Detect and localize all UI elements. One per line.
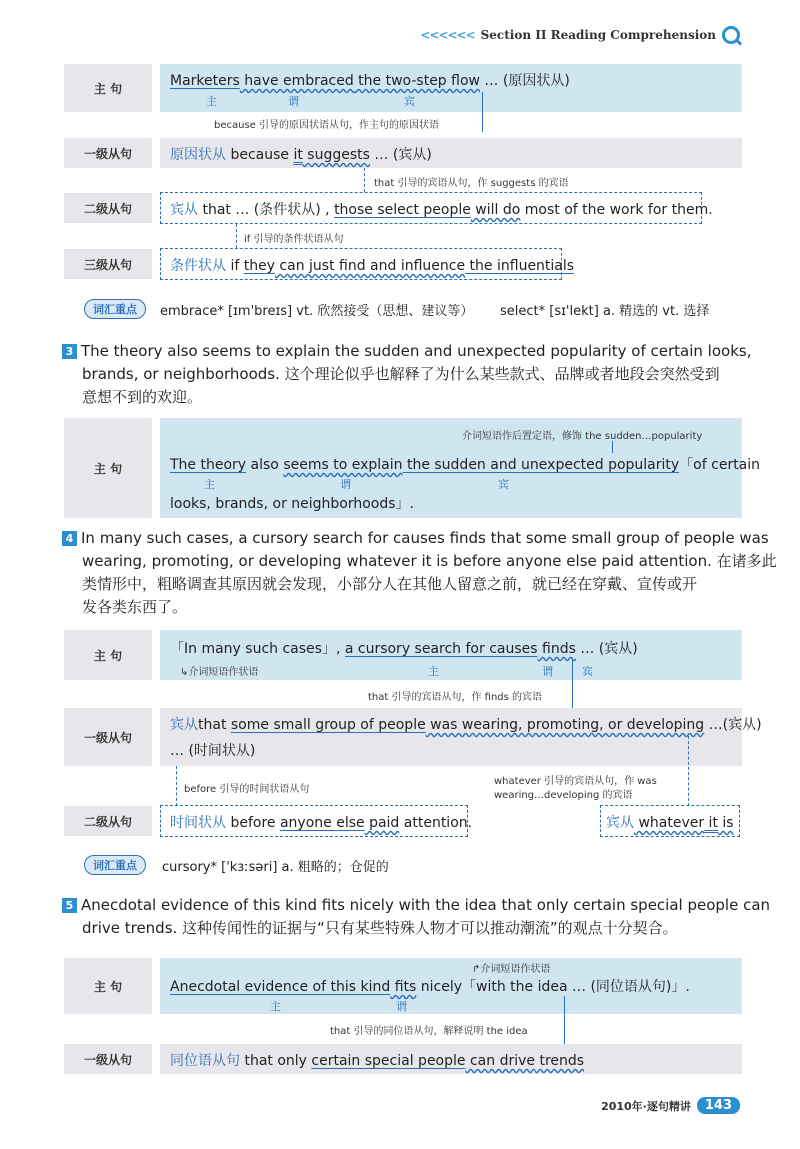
main-clause-sentence xyxy=(170,638,638,658)
text: nicely「with the idea … (同位语从句)」. xyxy=(416,979,690,995)
paragraph-line: wearing, promoting, or developing whatever it is before anyone else paid attention. 在诸多此 xyxy=(82,552,777,570)
paragraph-number: 4 xyxy=(62,531,77,546)
paragraph-line: 意想不到的欢迎。 xyxy=(82,388,203,406)
connector-line xyxy=(572,660,573,708)
label-level3: 三级从句 xyxy=(64,249,152,279)
annotation-if: if 引导的条件状语从句 xyxy=(244,234,344,245)
role-predicate: 谓 xyxy=(542,665,553,678)
paragraph-number: 5 xyxy=(62,898,77,913)
predicate: can drive xyxy=(465,1053,535,1069)
predicate: seems to explain xyxy=(283,457,403,473)
label-level2: 二级从句 xyxy=(64,193,152,223)
clause-hint: … (宾从) xyxy=(369,147,432,163)
predicate: was wearing, promoting, or developing xyxy=(425,717,705,733)
subject: a cursory search for causes xyxy=(344,641,538,657)
level2-sentence-whatever xyxy=(606,812,734,832)
page-number: 143 xyxy=(697,1097,740,1114)
role-object: 宾 xyxy=(582,665,593,678)
level3-sentence xyxy=(170,255,574,275)
object: trends xyxy=(535,1053,585,1069)
section-title: Section II Reading Comprehension xyxy=(480,28,716,42)
text: also xyxy=(246,457,284,473)
text: attention. xyxy=(399,815,473,831)
subject: anyone else xyxy=(279,815,365,831)
paragraph-line: brands, or neighborhoods. 这个理论似乎也解释了为什么某些款式、品牌或者地段会突然受到 xyxy=(82,365,720,383)
text: that xyxy=(198,717,231,733)
label-level1: 一级从句 xyxy=(64,1044,152,1074)
footer-text: 2010年·逐句精讲 xyxy=(601,1099,691,1113)
object: whatever xyxy=(634,815,705,831)
subject: Anecdotal evidence of this kind xyxy=(170,979,391,995)
label-main-clause: 主 句 xyxy=(64,958,152,1014)
annotation-whatever-1: whatever 引导的宾语从句，作 was xyxy=(494,776,657,787)
text: that only xyxy=(240,1053,312,1069)
text: before xyxy=(226,815,280,831)
connector-dash xyxy=(364,168,365,192)
text: that … (条件状从) , xyxy=(198,202,335,218)
clause-tag: 宾从 xyxy=(606,815,634,831)
clause-tag: 条件状从 xyxy=(170,258,226,274)
text: 介词短语作状语 xyxy=(480,964,551,975)
level2-sentence xyxy=(170,199,713,219)
label-level2: 二级从句 xyxy=(64,806,152,836)
vocab-embrace: embrace* [ɪm'breɪs] vt. 欣然接受（思想、建议等） xyxy=(160,304,474,319)
connector-dash xyxy=(688,736,689,806)
subject: The theory xyxy=(170,457,247,473)
paragraph-line: 类情形中，粗略调查其原因就会发现，小部分人在其他人留意之前，就已经在穿戴、宣传或开 xyxy=(82,575,698,593)
annotation-postmodifier: 介词短语作后置定语，修饰 the sudden…popularity xyxy=(462,431,703,442)
subject: certain special people xyxy=(311,1053,466,1069)
text: most of the work for them. xyxy=(520,202,713,218)
connector-line xyxy=(564,996,565,1044)
text: 「In many such cases」, xyxy=(170,641,345,657)
clause-hint: … (原因状从) xyxy=(479,73,570,89)
text: 「of certain xyxy=(679,457,761,473)
paragraph-3 xyxy=(62,340,752,409)
connector-line xyxy=(612,441,613,453)
role-subject: 主 xyxy=(204,478,215,491)
role-subject: 主 xyxy=(428,665,439,678)
level1-continuation: … (时间状从) xyxy=(170,743,256,759)
clause-tag: 时间状从 xyxy=(170,815,226,831)
annotation-because: because 引导的原因状语从句，作主句的原因状语 xyxy=(214,120,440,131)
clause-tag: 原因状从 xyxy=(170,147,226,163)
paragraph-line: In many such cases, a cursory search for causes finds that some small group of people was xyxy=(81,529,769,547)
annotation-whatever-2: wearing…developing 的宾语 xyxy=(494,790,633,801)
predicate: have embraced xyxy=(239,73,354,89)
subject: it xyxy=(704,815,718,831)
role-object: 宾 xyxy=(404,95,415,108)
text: because xyxy=(226,147,294,163)
annotation-that: that 引导的宾语从句，作 finds 的宾语 xyxy=(368,692,543,703)
object: the two-step flow xyxy=(353,73,480,89)
subject: they xyxy=(243,258,275,274)
paragraph-number: 3 xyxy=(62,344,77,359)
subject: some small group of people xyxy=(230,717,426,733)
level1-sentence xyxy=(170,1050,584,1070)
annotation-pp-adverbial: ↱介词短语作状语 xyxy=(472,964,551,975)
label-level1: 一级从句 xyxy=(64,138,152,168)
object: the influentials xyxy=(465,258,575,274)
connector-dash xyxy=(176,766,177,806)
section-header xyxy=(420,26,740,44)
annotation-that: that 引导的宾语从句，作 suggests 的宾语 xyxy=(374,178,569,189)
connector-dash xyxy=(236,224,237,248)
text: 介词短语作状语 xyxy=(188,667,259,678)
level1-sentence xyxy=(170,144,432,164)
predicate: paid xyxy=(364,815,400,831)
label-main-clause: 主 句 xyxy=(64,630,152,680)
predicate: is xyxy=(717,815,734,831)
paragraph-line: The theory also seems to explain the sudden and unexpected popularity of certain looks, xyxy=(81,342,752,360)
role-object: 宾 xyxy=(498,478,509,491)
predicate: suggests xyxy=(302,147,370,163)
paragraph-line: drive trends. 这种传闻性的证据与“只有某些特殊人物才可以推动潮流”的观点十分契合。 xyxy=(82,919,678,937)
paragraph-line: 发各类东西了。 xyxy=(82,598,188,616)
main-clause-sentence xyxy=(170,454,760,474)
label-level1: 一级从句 xyxy=(64,708,152,766)
clause-hint: …(宾从) xyxy=(704,717,762,733)
annotation-appositive: that 引导的同位语从句，解释说明 the idea xyxy=(330,1026,528,1037)
predicate: will do xyxy=(470,202,521,218)
vocab-cursory: cursory* ['kɜːsəri] a. 粗略的；仓促的 xyxy=(162,860,389,875)
paragraph-4 xyxy=(62,527,777,619)
page-footer xyxy=(601,1097,740,1114)
paragraph-5 xyxy=(62,894,771,940)
clause-tag: 宾从 xyxy=(170,202,198,218)
role-subject: 主 xyxy=(270,1000,281,1013)
level1-sentence xyxy=(170,714,762,734)
predicate: can just find and influence xyxy=(274,258,466,274)
main-clause-sentence xyxy=(170,70,570,90)
label-main-clause: 主 句 xyxy=(64,418,152,518)
header-arrows: <<<<<< xyxy=(420,28,475,42)
role-predicate: 谓 xyxy=(288,95,299,108)
connector-line xyxy=(482,92,483,132)
subject: those select people xyxy=(334,202,471,218)
label-main-clause: 主 句 xyxy=(64,64,152,112)
annotation-before: before 引导的时间状语从句 xyxy=(184,784,310,795)
predicate: finds xyxy=(537,641,576,657)
clause-hint: … (宾从) xyxy=(575,641,638,657)
role-subject: 主 xyxy=(206,95,217,108)
vocab-tag: 词汇重点 xyxy=(84,299,146,319)
subject: it xyxy=(293,147,303,163)
vocab-select: select* [sɪ'lekt] a. 精选的 vt. 选择 xyxy=(500,304,710,319)
main-clause-continuation: looks, brands, or neighborhoods」. xyxy=(170,496,415,512)
text: if xyxy=(226,258,244,274)
role-predicate: 谓 xyxy=(340,478,351,491)
search-q-icon xyxy=(722,26,740,44)
annotation-pp-adverbial: ↳介词短语作状语 xyxy=(180,667,259,678)
paragraph-line: Anecdotal evidence of this kind fits nicely with the idea that only certain special people can xyxy=(81,896,771,914)
object: the sudden and unexpected popularity xyxy=(402,457,680,473)
role-predicate: 谓 xyxy=(396,1000,407,1013)
vocab-tag: 词汇重点 xyxy=(84,855,146,875)
main-clause-sentence xyxy=(170,976,690,996)
predicate: fits xyxy=(390,979,417,995)
level2-sentence-before xyxy=(170,812,472,832)
clause-tag: 同位语从句 xyxy=(170,1053,240,1069)
subject: Marketers xyxy=(170,73,240,89)
clause-tag: 宾从 xyxy=(170,717,198,733)
